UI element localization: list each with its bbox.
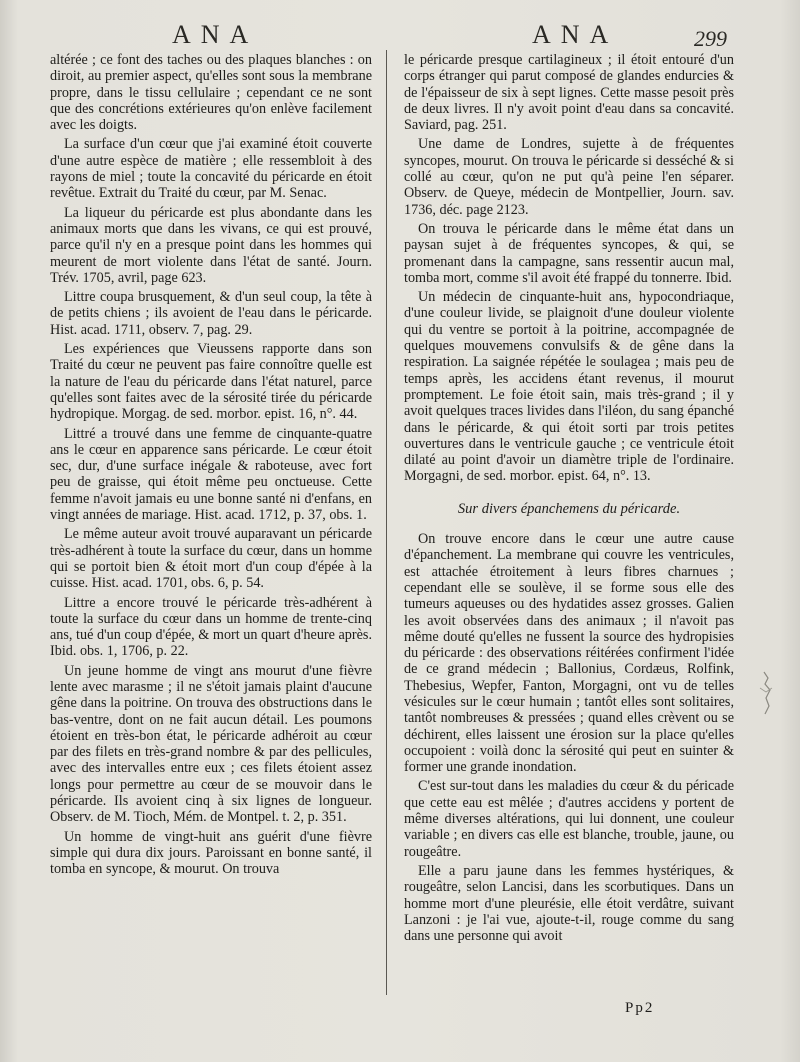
left-text-column: [50, 52, 372, 881]
paragraph: La liqueur du péricarde est plus abondante dans les animaux morts que dans les vivans, ce qui est prouvé, parce qu'il n'y en a presque point dans les hommes qui meurent de mort violente dans l'état de santé. Journ. Trév. 1705, avril, page 623.: [50, 204, 372, 286]
paragraph: le péricarde presque cartilagineux ; il étoit entouré d'un corps étranger qui parut composé de glandes endurcies & de l'épaisseur de six à sept lignes. Cette masse pesoit près de deux livres. Il n'y avoit point d'eau dans sa concavité. Saviard, pag. 251.: [404, 52, 734, 134]
column-divider: [386, 50, 387, 995]
paragraph: Une dame de Londres, sujette à de fréquentes syncopes, mourut. On trouva le péricarde si desséché & si collé au cœur, qu'on ne put qu'à peine l'en séparer. Observ. de Queye, médecin de Montpellier, Journ. sav. 1736, déc. page 2123.: [404, 136, 734, 218]
paragraph: C'est sur-tout dans les maladies du cœur & du péricade que cette eau est mêlée ; d'autres accidens y portent de même diverses altérations, qui lui donnent, une couleur variable ; en divers cas elle est blanche, trouble, jaune, ou rougeâtre.: [404, 778, 734, 860]
paragraph: On trouva le péricarde dans le même état dans un paysan sujet à de fréquentes syncopes, & qui, se promenant dans la campagne, sans ressentir aucun mal, tomba mort, comme s'il avoit été frappé du tonnerre. Ibid.: [404, 220, 734, 286]
ink-stain-icon: [752, 668, 782, 718]
paragraph: Littré a trouvé dans une femme de cinquante-quatre ans le cœur en apparence sans péricarde. Le cœur étoit sec, dur, d'une surface inégale & raboteuse, avec fort peu de graisse, qui étoit même peu onctueuse. Cette femme n'avoit jamais eu une bonne santé ni d'enfans, en vingt années de mariage. Hist. acad. 1712, p. 37, obs. 1.: [50, 425, 372, 524]
paragraph: Un médecin de cinquante-huit ans, hypocondriaque, d'une couleur livide, se plaignoit d'une douleur violente qui du ventre se portoit à la poitrine, accompagnée de quelques mouvemens convulsifs & de gêne dans la respiration. La saignée répétée le soulagea ; mais peu de temps après, les accidens étant revenus, il mourut promptement. Le foie étoit sain, mais très-grand ; il y avoit quelques traces livides dans l'iléon, du sang épanché dans le péricarde, & qui étoit sorti par trois petites ouvertures dans le ventricule gauche ; ce ventricule étoit dilaté au point d'avoir un diamètre triple de l'ordinaire. Morgagni, de sed. morbor. epist. 64, n°. 13.: [404, 289, 734, 485]
right-text-column: [404, 52, 734, 947]
right-running-heading: ANA: [532, 20, 619, 49]
paragraph: Un jeune homme de vingt ans mourut d'une fièvre lente avec marasme ; il ne s'étoit jamais plaint d'aucune gêne dans la poitrine. On trouva des obstructions dans le bas-ventre, dont on ne fait aucun détail. Les poumons étoient en très-bon état, le péricarde adhéroit au cœur par des filets en très-grand nombre & par des pellicules, avec des intervalles entre eux ; ces filets étoient assez longs pour permettre au cœur de se mouvoir dans le péricarde. Ils avoient cinq à six lignes de longueur. Observ. de M. Tioch, Mém. de Montpel. t. 2, p. 351.: [50, 662, 372, 826]
paragraph: Le même auteur avoit trouvé auparavant un péricarde très-adhérent à toute la surface du cœur, dans un homme qui se portoit bien & étoit mort d'un coup d'épée à la cuisse. Hist. acad. 1701, obs. 6, p. 54.: [50, 526, 372, 592]
paragraph: Elle a paru jaune dans les femmes hystériques, & rougeâtre, selon Lancisi, dans les scorbutiques. Dans un homme mort d'une pleurésie, elle étoit verdâtre, suivant Lanzoni : je l'ai vue, ajoute-t-il, rouge comme du sang dans une personne qui avoit: [404, 862, 734, 945]
paragraph: Un homme de vingt-huit ans guérit d'une fièvre simple qui dura dix jours. Paroissant en bonne santé, il tomba en syncope, & mourut. On trouva: [50, 828, 372, 878]
signature-mark: Pp2: [625, 1000, 655, 1016]
page-number: 299: [694, 26, 727, 51]
paragraph: Littre coupa brusquement, & d'un seul coup, la tête à de petits chiens ; ils avoient de l'eau dans le péricarde. Hist. acad. 1711, observ. 7, pag. 29.: [50, 289, 372, 338]
paragraph: La surface d'un cœur que j'ai examiné étoit couverte d'une autre espèce de matière ; elle ressembloit à des rayons de miel ; toute la concavité du péricarde en étoit revêtue. Extrait du Traité du cœur, par M. Senac.: [50, 136, 372, 202]
left-running-heading: ANA: [172, 20, 259, 49]
paragraph: Littre a encore trouvé le péricarde très-adhérent à toute la surface du cœur dans un homme de trente-cinq ans, tué d'un coup d'épée, & mort un quart d'heure après. Ibid. obs. 1, 1706, p. 22.: [50, 594, 372, 660]
paragraph: altérée ; ce font des taches ou des plaques blanches : on diroit, au premier aspect, qu'elles sont sous la membrane propre, dans le tissu cellulaire ; cependant ce ne sont que des concrétions extérieures qu'on enlève facilement avec les doigts.: [50, 52, 372, 134]
running-head: [0, 12, 800, 52]
section-heading: Sur divers épanchemens du péricarde.: [457, 500, 681, 517]
paragraph: Les expériences que Vieussens rapporte dans son Traité du cœur ne peuvent pas faire connoître quelle est la nature de l'eau du péricarde dans l'état naturel, parce qu'elles sont faites avec de la sérosité tirée du péricarde hydropique. Morgag. de sed. morbor. epist. 16, n°. 44.: [50, 341, 372, 423]
paragraph: On trouve encore dans le cœur une autre cause d'épanchement. La membrane qui couvre les ventricules, est attachée étroitement à leurs fibres charnues ; cependant elle se soulève, il se forme sous elle des tumeurs aqueuses ou des hydatides assez grosses. Galien les avoit observées dans des animaux ; il n'avoit pas même douté qu'elles ne fussent la source des hydropisies du péricarde : des observations réitérées confirment l'idée de ce grand médecin ; Ballonius, Cordæus, Rolfink, Thebesius, Wepfer, Fanton, Morgagni, ont vu de telles vésicules sur le cœur humain ; tantôt elles sont solitaires, tantôt nombreuses & pressées ; quand elles crèvent ou se déchirent, elles laissent une érosion sur la place qu'elles occupoient : voilà donc la sérosité qui peut en suinter & former une grande inondation.: [404, 531, 734, 776]
